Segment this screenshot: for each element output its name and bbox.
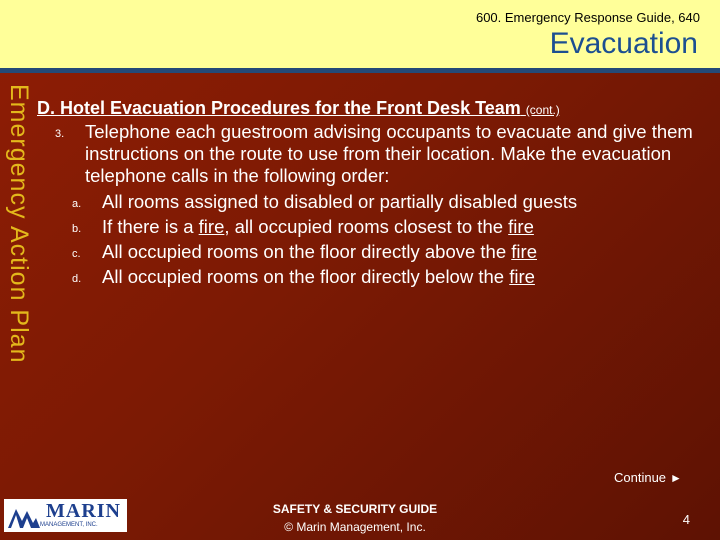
text-segment: All occupied rooms on the floor directly above the <box>102 241 512 262</box>
step-3 <box>55 121 697 187</box>
text-segment: If there is a <box>102 216 199 237</box>
logo-wordmark: MARIN <box>46 500 121 522</box>
slide-title: Evacuation <box>549 27 698 60</box>
main-content <box>37 98 697 287</box>
fire-link[interactable]: fire <box>508 216 534 237</box>
continue-button[interactable] <box>614 470 682 485</box>
step-text: Telephone each guestroom advising occupants to evacuate and give them instructions on the route to use from their location. Make the evacuation telephone calls in the following order: <box>85 121 693 186</box>
fire-link[interactable]: fire <box>511 241 537 262</box>
footer-title: SAFETY & SECURITY GUIDE <box>272 502 438 516</box>
list-item-letter: b. <box>72 223 82 235</box>
list-item-letter: d. <box>72 273 82 285</box>
play-arrow-icon: ► <box>670 470 682 485</box>
header-divider <box>0 68 720 73</box>
fire-link[interactable]: fire <box>509 266 535 287</box>
list-item-text <box>102 216 534 237</box>
list-item-text <box>102 241 537 262</box>
heading-note: (cont.) <box>525 103 560 117</box>
fire-link[interactable]: fire <box>198 216 225 237</box>
page-number: 4 <box>682 512 690 527</box>
list-item-d <box>72 266 697 287</box>
list-item-text <box>102 266 535 287</box>
footer-copyright: © Marin Management, Inc. <box>284 520 426 534</box>
text-segment: All occupied rooms on the floor directly below the <box>102 266 510 287</box>
list-item-letter: c. <box>72 248 81 260</box>
section-heading <box>37 98 697 119</box>
company-logo <box>4 499 127 532</box>
list-item-b <box>72 216 697 237</box>
logo-subtext: MANAGEMENT, INC. <box>40 522 98 528</box>
list-item-a <box>72 191 697 212</box>
mountain-logo-icon <box>7 501 41 531</box>
list-item-letter: a. <box>72 198 82 210</box>
continue-label: Continue <box>614 470 667 485</box>
section-heading-text: D. Hotel Evacuation Procedures for the Front Desk Team <box>37 98 521 118</box>
list-item-text: All rooms assigned to disabled or partially disabled guests <box>102 191 578 212</box>
guide-reference: 600. Emergency Response Guide, 640 <box>475 10 700 25</box>
step-number: 3. <box>55 128 65 140</box>
sidebar-vertical-label: Emergency Action Plan <box>5 84 33 364</box>
list-item-c <box>72 241 697 262</box>
text-segment: , all occupied rooms closest to the <box>224 216 509 237</box>
